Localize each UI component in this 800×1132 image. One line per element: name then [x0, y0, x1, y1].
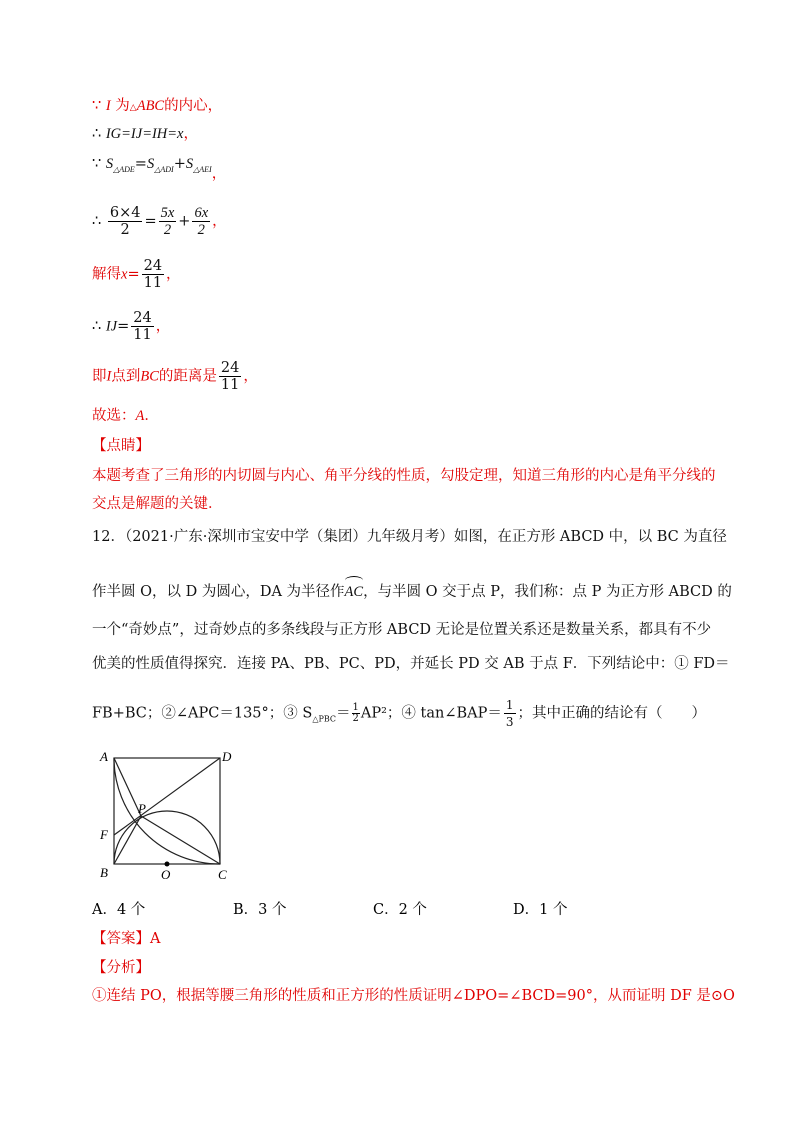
numerator: 24	[220, 360, 240, 376]
var-x: x	[121, 266, 128, 283]
question-line-3: 一个“奇妙点”，过奇妙点的多条线段与正方形 ABCD 无论是位置关系还是数量关系，都具有不少	[92, 622, 712, 638]
equals: ＝	[336, 705, 351, 722]
numerator: 24	[133, 310, 152, 326]
segment-df	[114, 758, 220, 835]
line-incenter	[92, 96, 222, 118]
equals: =	[127, 266, 140, 283]
answer-line	[92, 929, 160, 949]
fraction-6x-over-2	[192, 205, 210, 238]
plus: +	[178, 213, 191, 230]
because-symbol: ∵	[92, 156, 102, 172]
fraction-24-over-11	[131, 310, 153, 343]
fraction-one-third	[504, 697, 516, 730]
label-a: A	[100, 749, 108, 764]
denominator: 2	[352, 713, 359, 724]
question-line-1: 12．（2021·广东·深圳市宝安中学（集团）九年级月考）如图，在正方形 ABCD 中，以 BC 为直径	[92, 529, 727, 545]
period: ．	[144, 408, 159, 424]
plus: +	[173, 156, 186, 172]
numerator: 6×4	[109, 205, 141, 221]
option-b: B．3 个	[233, 902, 287, 918]
line-choose	[92, 406, 159, 426]
denominator: 11	[133, 327, 152, 343]
var-i: I	[106, 368, 112, 385]
analysis-label: 【分析】	[92, 960, 150, 976]
question-line-2	[92, 582, 732, 602]
equals: =	[117, 318, 130, 335]
label-p: P	[138, 801, 146, 816]
option-c: C．2 个	[373, 902, 427, 918]
fraction-one-half	[352, 703, 360, 724]
option-d: D．1 个	[513, 902, 568, 918]
analysis-text: ①连结 PO，根据等腰三角形的性质和正方形的性质证明∠DPO=∠BCD=90°，从而证明 DF 是⊙O	[92, 988, 735, 1004]
numerator: 6x	[194, 205, 209, 221]
label-f: F	[100, 827, 108, 842]
because-symbol: ∵	[92, 98, 102, 114]
line-distance-conclusion	[92, 360, 258, 393]
text-choose: 故选：	[92, 408, 136, 424]
numerator: 24	[143, 258, 163, 274]
fraction-5x-over-2	[159, 205, 177, 238]
question-line-4: 优美的性质值得探究．连接 PA、PB、PC、PD，并延长 PD 交 AB 于点 F．下列结论中：① FD＝	[92, 656, 730, 672]
semicircle-o	[114, 811, 220, 864]
answer-value: A	[150, 931, 161, 947]
comma: ，	[183, 126, 198, 142]
comment-heading: 【点睛】	[92, 438, 150, 454]
denominator: 2	[120, 222, 130, 238]
question-line-5-text-d: ；其中正确的结论有（ ）	[517, 705, 707, 722]
text-wei: 为	[115, 98, 130, 114]
text-distance-is: 的距离是	[158, 368, 217, 385]
therefore-symbol: ∴	[92, 126, 102, 142]
comma: ，	[212, 213, 227, 230]
text-incenter: 的内心，	[164, 98, 223, 114]
numerator: 1	[505, 698, 514, 712]
numerator: 5x	[160, 205, 175, 221]
comma: ，	[211, 166, 227, 182]
segment-pb	[114, 816, 141, 864]
fraction-24-over-11	[142, 258, 164, 291]
text-solve: 解得	[92, 266, 121, 283]
comment-text-line-1: 本题考查了三角形的内切圆与内心、角平分线的性质，勾股定理，知道三角形的内心是角平分线的	[92, 468, 716, 484]
option-a: A．4 个	[92, 902, 146, 918]
question-line-5	[92, 697, 706, 730]
text-ji: 即	[92, 368, 107, 385]
line-area-equation	[92, 205, 227, 238]
answer-letter: A	[135, 408, 145, 424]
denominator: 11	[143, 275, 163, 291]
question-line-2-text-a: 作半圆 O，以 D 为圆心，DA 为半径作	[92, 584, 345, 600]
numerator: 1	[352, 702, 359, 713]
line-ij-value	[92, 310, 170, 343]
denominator: 3	[505, 715, 514, 729]
denominator: 2	[163, 222, 172, 238]
therefore-symbol: ∴	[92, 213, 102, 230]
text-point-to: 点到	[111, 368, 141, 385]
var-abc: ABC	[136, 98, 165, 114]
label-o: O	[161, 867, 171, 882]
line-equal-distances	[92, 124, 198, 144]
answer-label: 【答案】	[92, 931, 150, 947]
comment-text-line-2: 交点是解题的关键．	[92, 496, 223, 512]
expr-ig-ij-ih: IG=IJ=IH=x	[105, 126, 184, 142]
var-i: I	[105, 98, 111, 114]
fraction-24-over-11	[219, 360, 241, 393]
label-b: B	[100, 865, 108, 880]
arc-ac: AC	[344, 584, 364, 600]
question-line-5-text-a: FB+BC；②∠APC＝135°；③ S	[92, 705, 313, 722]
s-symbol: S	[185, 156, 194, 172]
question-line-2-text-b: ，与半圆 O 交于点 P，我们称：点 P 为正方形 ABCD 的	[363, 584, 732, 600]
denominator: 11	[220, 377, 240, 393]
sub-ade: △ADE	[113, 165, 135, 174]
sub-aei: △AEI	[193, 165, 212, 174]
line-solve-x	[92, 258, 181, 291]
equals: =	[144, 213, 157, 230]
triangle-symbol: △	[129, 103, 137, 113]
comma: ，	[166, 266, 181, 283]
therefore-symbol: ∴	[92, 318, 102, 335]
line-area-sum	[92, 154, 226, 180]
comma: ，	[155, 318, 171, 335]
fraction-6x4-over-2	[108, 205, 143, 238]
square-semicircle-figure	[96, 745, 246, 885]
comma: ，	[243, 368, 258, 385]
equals: =	[134, 156, 147, 172]
label-d: D	[222, 749, 232, 764]
denominator: 2	[197, 222, 205, 238]
sub-pbc: △PBC	[312, 714, 337, 724]
center-o-dot	[165, 862, 170, 867]
question-line-5-text-c: AP²；④ tan∠BAP＝	[360, 705, 502, 722]
sub-adi: △ADI	[154, 165, 174, 174]
label-c: C	[218, 867, 227, 882]
s-symbol: S	[105, 156, 114, 172]
var-bc: BC	[140, 368, 159, 385]
var-ij: IJ	[105, 318, 118, 335]
s-symbol: S	[146, 156, 155, 172]
